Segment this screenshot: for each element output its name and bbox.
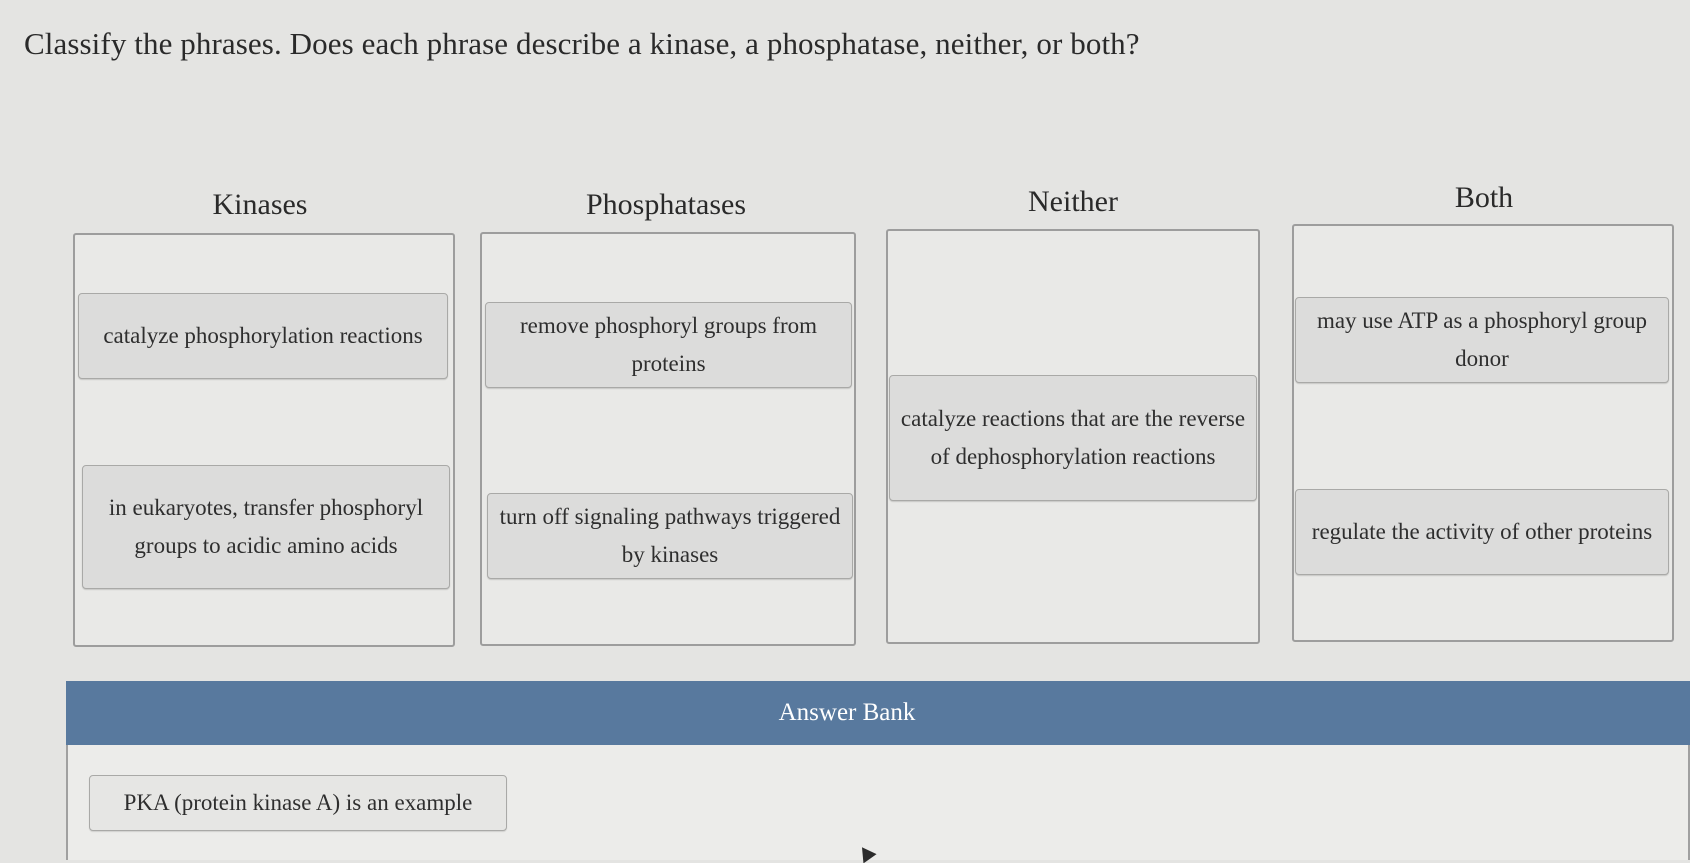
drop-zone-both[interactable] — [1292, 224, 1674, 642]
answer-bank-chip[interactable]: PKA (protein kinase A) is an example — [89, 775, 507, 831]
answer-bank-header — [66, 681, 1690, 745]
phrase-chip[interactable]: may use ATP as a phosphoryl group donor — [1295, 297, 1669, 383]
phrase-chip[interactable]: remove phosphoryl groups from proteins — [485, 302, 852, 388]
phrase-chip[interactable]: regulate the activity of other proteins — [1295, 489, 1669, 575]
drop-zone-phosphatases[interactable] — [480, 232, 856, 646]
question-prompt: Classify the phrases. Does each phrase describe a kinase, a phosphatase, neither, or both? — [24, 26, 1140, 61]
column-title-neither: Neither — [1028, 185, 1118, 218]
answer-bank-title: Answer Bank — [778, 699, 916, 726]
column-title-kinases: Kinases — [212, 188, 308, 221]
phrase-chip[interactable]: turn off signaling pathways triggered by kinases — [487, 493, 853, 579]
phrase-chip[interactable]: in eukaryotes, transfer phosphoryl groups to acidic amino acids — [82, 465, 450, 589]
phrase-chip[interactable]: catalyze reactions that are the reverse of dephosphorylation reactions — [889, 375, 1257, 501]
phrase-chip[interactable]: catalyze phosphorylation reactions — [78, 293, 448, 379]
column-title-both: Both — [1454, 181, 1514, 214]
column-title-phosphatases: Phosphatases — [586, 188, 746, 221]
